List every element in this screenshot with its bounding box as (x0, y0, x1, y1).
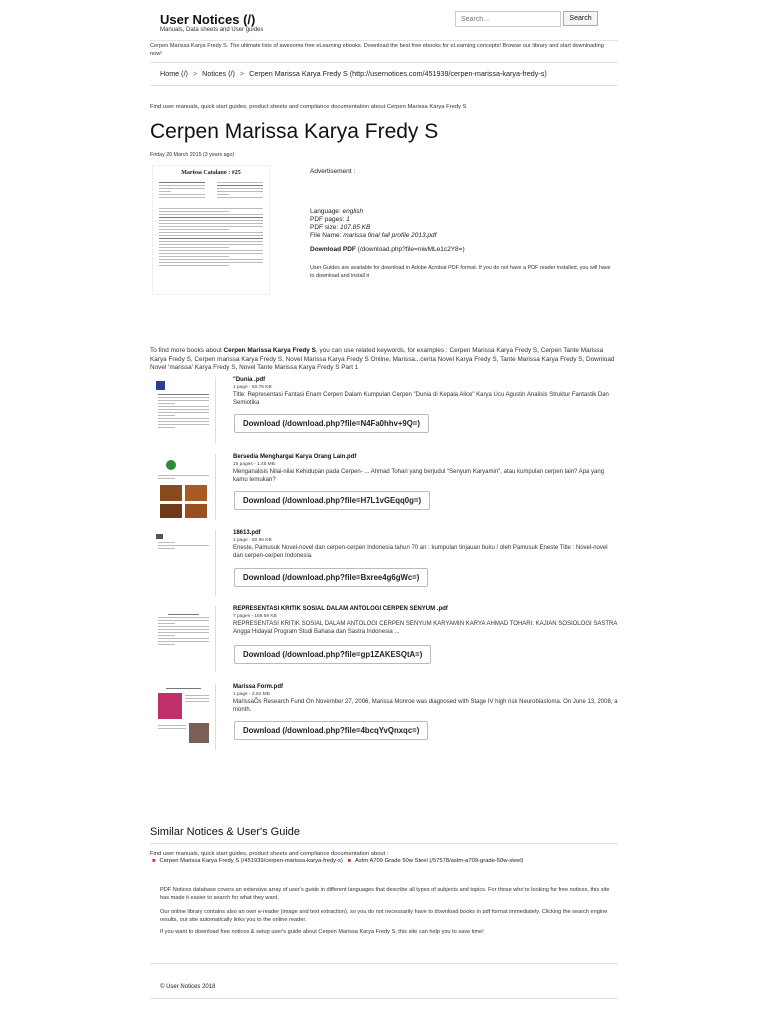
language-label: Language: (310, 208, 341, 215)
file-name-label: File Name: (310, 232, 342, 239)
breadcrumb-home[interactable]: Home (/) (160, 69, 188, 78)
size-label: PDF size: (310, 224, 339, 231)
download-button[interactable]: Download (/download.php?file=4bcqYvQnxqc=) (234, 721, 428, 740)
doc-line (159, 185, 205, 186)
photo-image (185, 504, 207, 518)
photo-image (160, 504, 182, 518)
site-subtitle: Manuals, Data sheets and User guides (160, 27, 264, 33)
result-meta: 1 page - 50.96 KB (233, 538, 272, 543)
download-button[interactable]: Download (/download.php?file=N4Fa0hhv+9Q=) (234, 414, 429, 433)
file-meta (310, 208, 436, 240)
doc-line (158, 725, 186, 726)
find-line: Find user manuals, quick start guides, product sheets and compliance documentation about Cerpen Marissa Karya Fredy S (150, 104, 467, 110)
related-keywords (150, 347, 615, 373)
doc-line (159, 194, 205, 195)
doc-line (217, 182, 263, 183)
doc-line (159, 241, 263, 242)
file-name-value: marissa final fall profile 2013.pdf (343, 232, 437, 239)
doc-line (158, 629, 209, 630)
result-item (150, 684, 620, 754)
doc-line (217, 197, 263, 198)
result-meta: 7 pages - 169.69 KB (233, 614, 277, 619)
result-item (150, 454, 620, 524)
doc-line (159, 208, 263, 209)
publish-date: Friday 20 March 2015 (3 years ago) (150, 152, 235, 158)
similar-link[interactable]: Cerpen Marissa Karya Fredy S (/451939/cerpen-marissa-karya-fredy-s) (159, 858, 343, 864)
doc-line (158, 548, 175, 549)
doc-line (159, 229, 229, 230)
doc-line (158, 409, 209, 410)
doc-line (185, 695, 209, 696)
result-thumbnail[interactable] (152, 530, 216, 596)
breadcrumb-separator: > (239, 69, 245, 78)
doc-line (158, 406, 209, 407)
pages-label: PDF pages: (310, 216, 345, 223)
doc-line (158, 626, 209, 627)
breadcrumb (160, 69, 547, 78)
intro-text: Cerpen Marissa Karya Fredy S. The ultimate lists of awesome free eLearning ebooks. Download the best free ebooks for eLearning concepts! Browse our library and start downloading now! (150, 43, 604, 57)
result-description: Title: Representasi Fantasi Enam Cerpen Dalam Kumpulan Cerpen "Dunia di Kepala Alice" Karya Ucu Agustin Analisis Struktur Fantastik Dan Semiotika (233, 392, 609, 406)
result-item (150, 606, 620, 676)
footer-copyright: © User Notices 2018 (160, 984, 216, 990)
result-title[interactable]: Marissa Form.pdf (233, 684, 284, 690)
doc-line (158, 644, 175, 645)
doc-line (217, 194, 229, 195)
doc-line (185, 701, 209, 702)
document-thumbnail[interactable] (152, 165, 270, 295)
doc-line (158, 403, 175, 404)
doc-line (158, 418, 209, 419)
header-divider (150, 40, 618, 41)
search-button[interactable]: Search (563, 11, 598, 26)
doc-line (158, 415, 175, 416)
doc-line (159, 197, 205, 198)
doc-line (159, 256, 229, 257)
doc-line (158, 620, 209, 621)
doc-line (159, 211, 229, 212)
download-pdf-link[interactable] (310, 246, 465, 253)
doc-line (158, 424, 209, 425)
breadcrumb-notices[interactable]: Notices (/) (202, 69, 235, 78)
bullet-icon: ■ (152, 858, 156, 864)
doc-line (159, 265, 229, 266)
breadcrumb-bottom-divider (150, 85, 618, 86)
photo-image (185, 485, 207, 501)
doc-line (158, 638, 209, 639)
breadcrumb-current[interactable]: Cerpen Marissa Karya Fredy S (http://usernotices.com/451939/cerpen-marissa-karya-fredy-s) (249, 69, 547, 78)
breadcrumb-top-divider (150, 62, 618, 63)
doc-line (159, 214, 263, 215)
download-button[interactable]: Download (/download.php?file=H7L1vGEqq0g=) (234, 491, 430, 510)
size-value: 107.85 KB (339, 224, 371, 231)
breadcrumb-separator: > (192, 69, 198, 78)
download-button[interactable]: Download (/download.php?file=gp1ZAKESQtA=) (234, 645, 431, 664)
result-description: Eneste, Pamusuk Novel-novel dan cerpen-cerpen Indonesia tahun 70 an : kumpulan tinjauan buku / oleh Pamusuk Eneste Title : Novel-novel dan cerpen-cerpen Indonesia. (233, 545, 608, 559)
doc-line (158, 542, 175, 543)
similar-link[interactable]: Astm A709 Grade 50w Steel (/57578/astm-a709-grade-50w-steel) (354, 858, 524, 864)
info-paragraph: Our online library contains also an own e-reader (image and text extraction), so you do not necessarily have to download books in pdf format immediately. Clicking the search engine results, our site automatically links you to the online reader. (160, 909, 608, 923)
similar-list (152, 858, 524, 864)
pages-value: 1 (346, 216, 350, 223)
doc-line (159, 238, 263, 239)
result-item (150, 530, 620, 600)
result-description: Menganalisis Nilai-nilai Kehidupan pada Cerpen- ... Ahmad Tohari yang berjudul "Senyum Karyamin", atau kumpulan cerpen lain? Apa yang kamu temukan? (233, 469, 605, 483)
photo-image (158, 693, 182, 719)
result-thumbnail[interactable] (152, 454, 216, 520)
photo-image (160, 485, 182, 501)
doc-line (158, 412, 209, 413)
doc-line (217, 188, 263, 189)
result-thumbnail[interactable] (152, 377, 216, 443)
doc-line (159, 247, 229, 248)
language-value: english (342, 208, 364, 215)
result-meta: 1 page - 2.92 MB (233, 692, 270, 697)
similar-find-line: Find user manuals, quick start guides, product sheets and compliance documentation about : (150, 851, 389, 857)
doc-line (159, 223, 263, 224)
doc-line (159, 253, 263, 254)
doc-line (159, 182, 205, 183)
doc-line (159, 250, 263, 251)
doc-line (158, 400, 209, 401)
info-paragraph: PDF Notices database covers an extensive array of user's guide in different languages that describe all types of subjects and topics. For those who're looking for free notices, this site has made it easier to search for what they want. (160, 887, 610, 901)
thumbnail-title: Marissa Catalano : #25 (181, 170, 241, 176)
related-rest: , you can use related keywords, for examples : Cerpen Marissa Karya Fredy S, Cerpen Tante Marissa Karya Fredy S, Cerpen marissa Karya Fredy S, Novel Marissa Karya Fredy S Online, Marissa...cerita Novel Karya Fredy S, Tante Marissa Karya Fredy S, Download Novel 'marissa' Karya Fredy S, Novel Tante Marissa Karya Fredy S Part 1 (150, 347, 615, 371)
doc-line (159, 217, 263, 218)
doc-line (158, 545, 209, 546)
doc-line (158, 478, 175, 479)
result-title[interactable]: REPRESENTASI KRITIK SOSIAL DALAM ANTOLOGI CERPEN SENYUM .pdf (233, 606, 448, 612)
logo-icon (156, 381, 165, 390)
doc-line (159, 235, 263, 236)
doc-line (158, 617, 209, 618)
result-item (150, 377, 620, 447)
footer-top-divider (150, 963, 618, 964)
photo-image (189, 723, 209, 743)
result-title[interactable]: "Dunia .pdf (233, 377, 266, 383)
result-title[interactable]: 18613.pdf (233, 530, 261, 536)
doc-line (158, 623, 175, 624)
doc-line (158, 635, 175, 636)
doc-line (159, 259, 263, 260)
doc-line (158, 421, 209, 422)
download-pdf-label: Download PDF (310, 246, 356, 253)
related-keyword: Cerpen Marissa Karya Fredy S (223, 347, 316, 354)
footer-bottom-divider (150, 998, 618, 999)
doc-line (158, 728, 186, 729)
doc-line (166, 688, 201, 689)
logo-icon (156, 534, 163, 539)
doc-line (159, 244, 263, 245)
related-prefix: To find more books about (150, 347, 222, 354)
result-meta: 1 page - 50.76 KB (233, 385, 272, 390)
page-title: Cerpen Marissa Karya Fredy S (150, 120, 439, 143)
info-paragraph: If you want to download free notices & setup user's guide about Cerpen Marissa Karya Fredy S, this site can help you to save time! (160, 929, 484, 935)
doc-line (159, 191, 171, 192)
doc-line (158, 397, 209, 398)
doc-line (217, 191, 263, 192)
doc-line (159, 188, 205, 189)
doc-line (159, 220, 263, 221)
result-description: REPRESENTASI KRITIK SOSIAL DALAM ANTOLOGI CERPEN SENYUM KARYAMIN KARYA AHMAD TOHARI: KAJIAN SOSIOLOGI SASTRA Angga Hidayat Program Studi Bahasa dan Sastra Indonesia ... (233, 621, 617, 635)
similar-divider (150, 843, 618, 844)
doc-line (217, 185, 263, 186)
doc-line (159, 226, 263, 227)
doc-line (159, 262, 263, 263)
site-title-link[interactable]: User Notices (/) (160, 12, 256, 27)
search-input[interactable] (455, 11, 561, 27)
doc-line (158, 632, 209, 633)
download-pdf-url: (/download.php?file=niwMLe1c2Y8=) (357, 246, 465, 253)
doc-line (158, 641, 209, 642)
download-button[interactable]: Download (/download.php?file=Bxree4g6gWc=) (234, 568, 428, 587)
result-title[interactable]: Bersedia Menghargai Karya Orang Lain.pdf (233, 454, 357, 460)
doc-line (158, 427, 175, 428)
bullet-icon: ■ (347, 858, 351, 864)
result-description: MarissaÕs Research Fund On November 27, 2006, Marissa Monroe was diagnosed with Stage IV high risk Neuroblastoma. On June 13, 2008, a month. (233, 699, 618, 713)
logo-icon (166, 460, 176, 470)
similar-section-title: Similar Notices & User's Guide (150, 826, 301, 838)
result-thumbnail[interactable] (152, 684, 216, 750)
result-meta: 16 pages - 1.45 MB (233, 462, 275, 467)
doc-line (168, 614, 199, 615)
doc-line (158, 394, 209, 395)
advertisement-label: Advertisement : (310, 168, 356, 175)
pdf-reader-note: User Guides are available for download in Adobe Acrobat PDF format. If you do not have a PDF reader installed, you will have to download and install it (310, 265, 611, 279)
doc-line (185, 698, 209, 699)
result-thumbnail[interactable] (152, 606, 216, 672)
doc-line (158, 475, 209, 476)
doc-line (159, 232, 263, 233)
